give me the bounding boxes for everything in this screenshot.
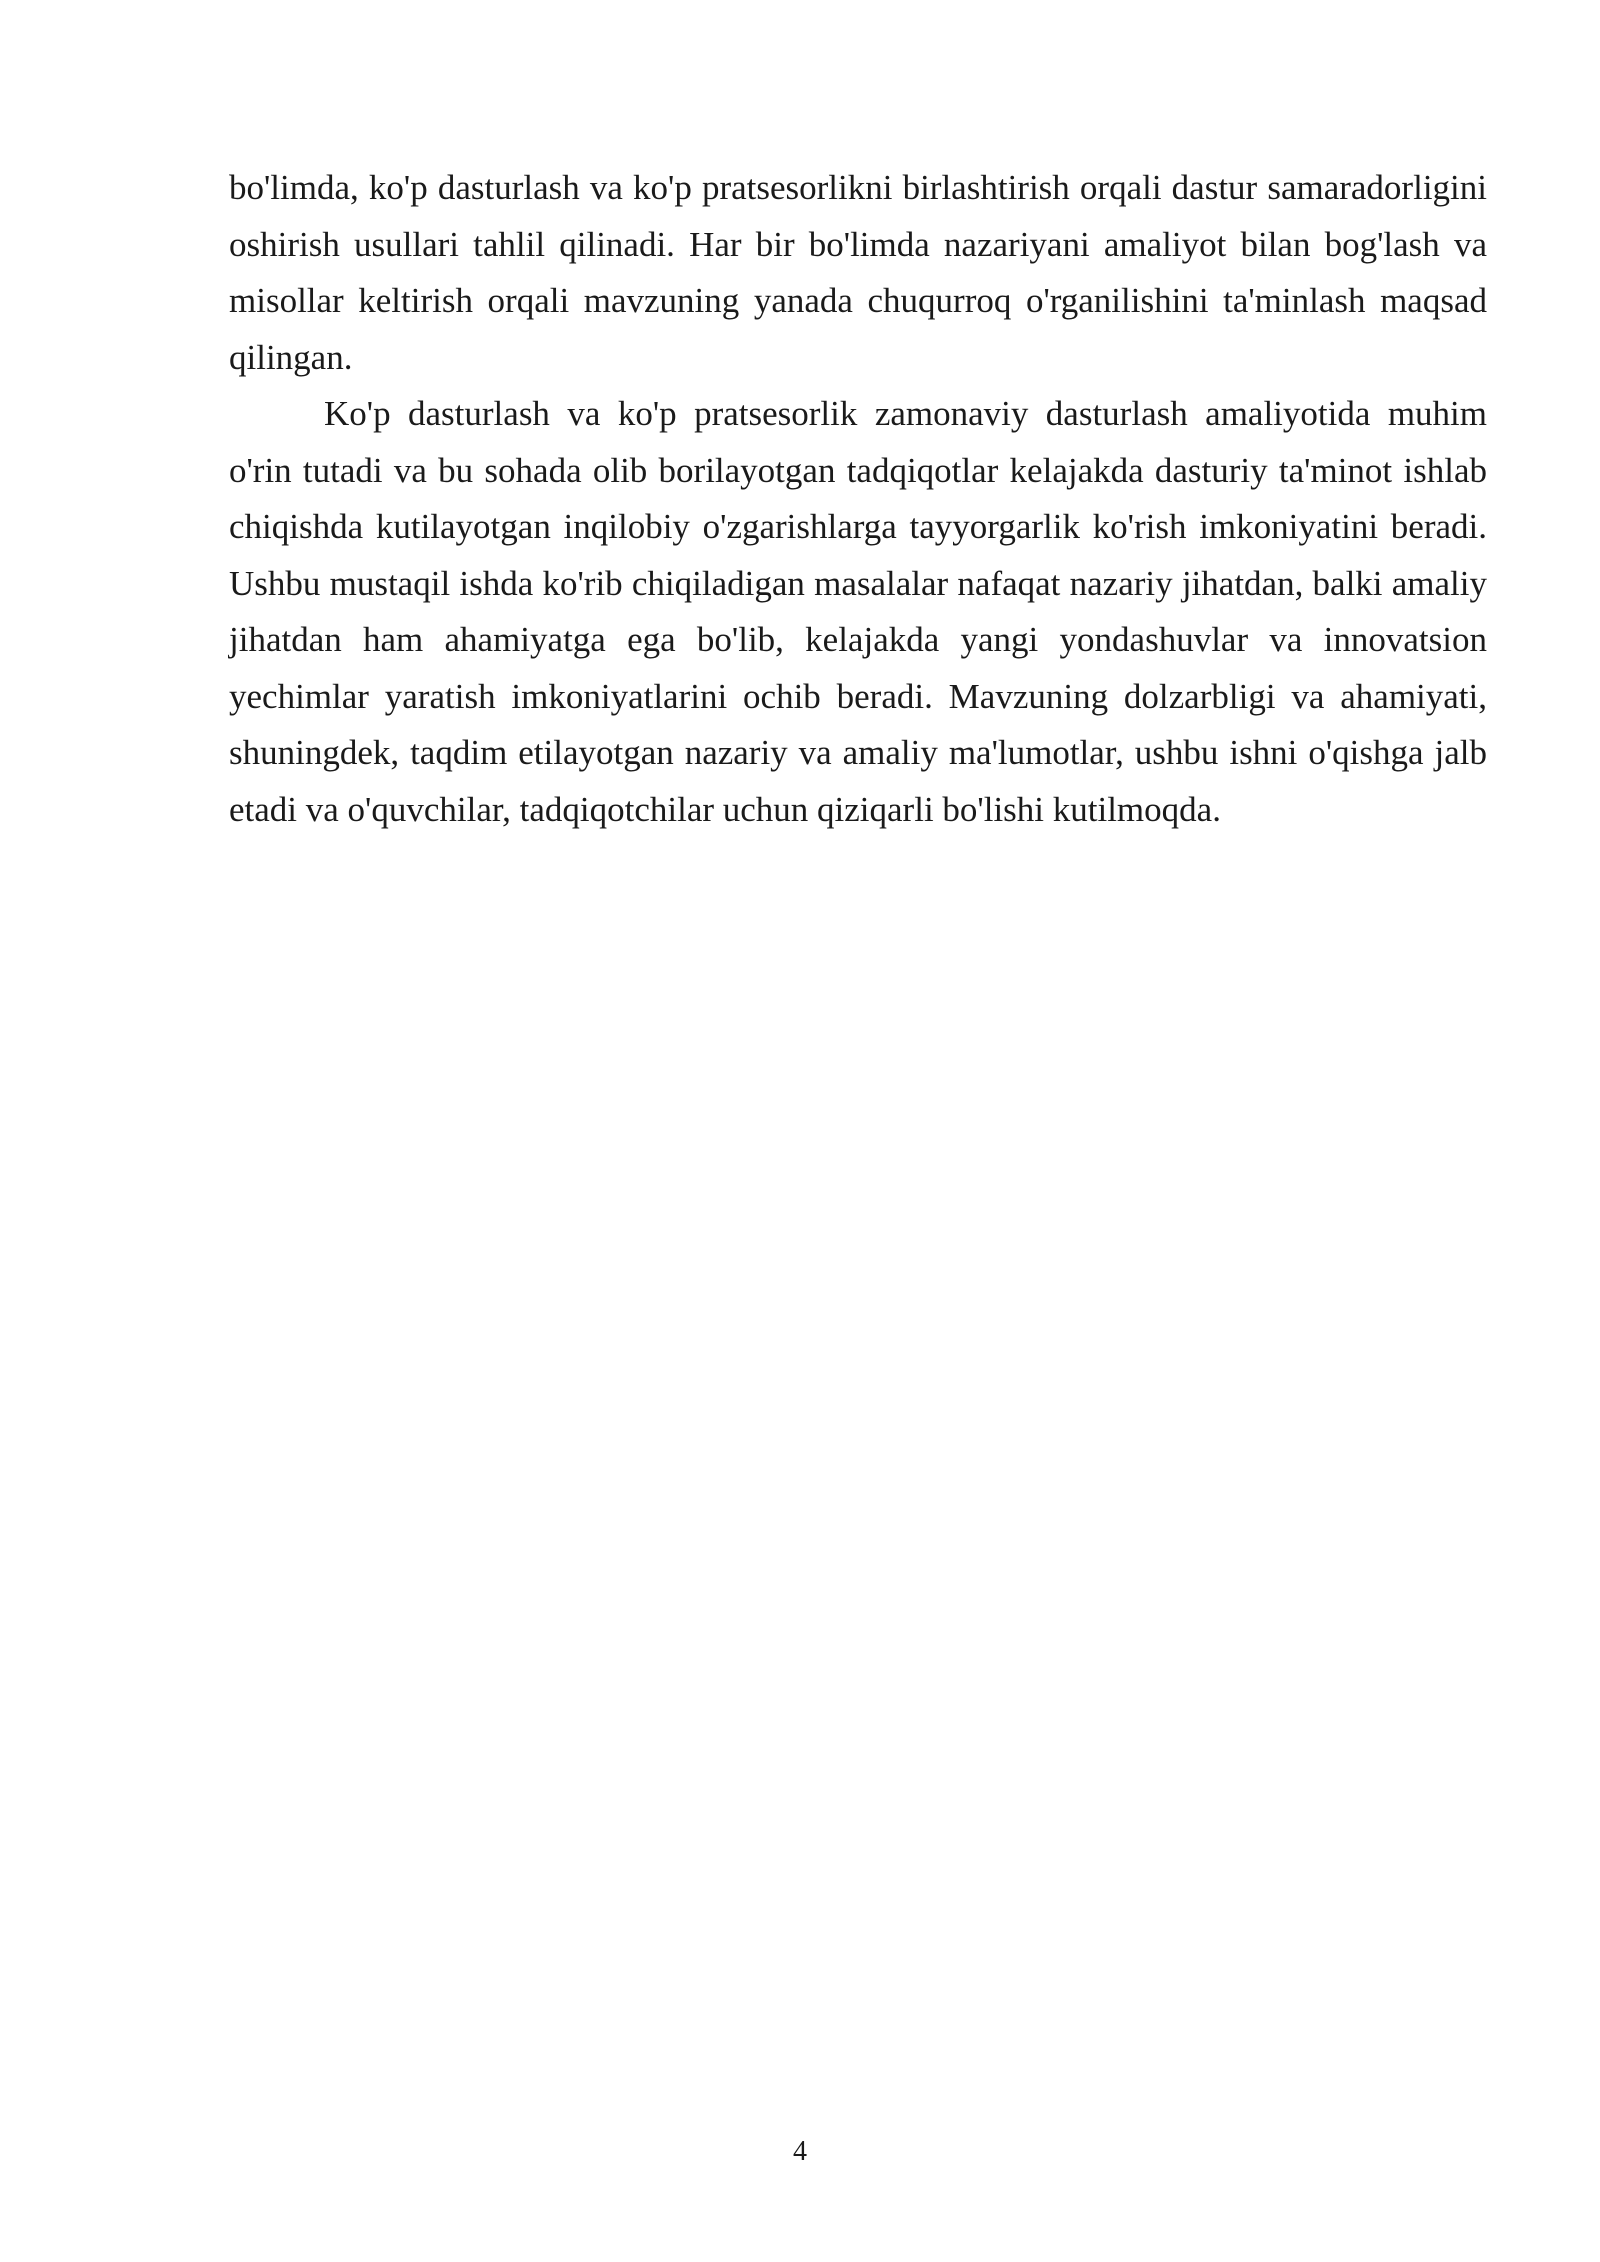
- paragraph-main: Ko'p dasturlash va ko'p pratsesorlik zamonaviy dasturlash amaliyotida muhim o'rin tutadi va bu sohada olib borilayotgan tadqiqotlar kelajakda dasturiy ta'minot ishlab chiqishda kutilayotgan inqilobiy o'zgarishlarga tayyorgarlik ko'rish imkoniyatini beradi. Ushbu mustaqil ishda ko'rib chiqiladigan masalalar nafaqat nazariy jihatdan, balki amaliy jihatdan ham ahamiyatga ega bo'lib, kelajakda yangi yondashuvlar va innovatsion yechimlar yaratish imkoniyatlarini ochib beradi. Mavzuning dolzarbligi va ahamiyati, shuningdek, taqdim etilayotgan nazariy va amaliy ma'lumotlar, ushbu ishni o'qishga jalb etadi va o'quvchilar, tadqiqotchilar uchun qiziqarli bo'lishi kutilmoqda.: [229, 394, 1487, 829]
- page-number: 4: [793, 2136, 807, 2167]
- body-text: [229, 160, 1487, 838]
- paragraph-continuation: bo'limda, ko'p dasturlash va ko'p pratsesorlikni birlashtirish orqali dastur samaradorligini oshirish usullari tahlil qilinadi. Har bir bo'limda nazariyani amaliyot bilan bog'lash va misollar keltirish orqali mavzuning yanada chuqurroq o'rganilishini ta'minlash maqsad qilingan.: [229, 168, 1487, 377]
